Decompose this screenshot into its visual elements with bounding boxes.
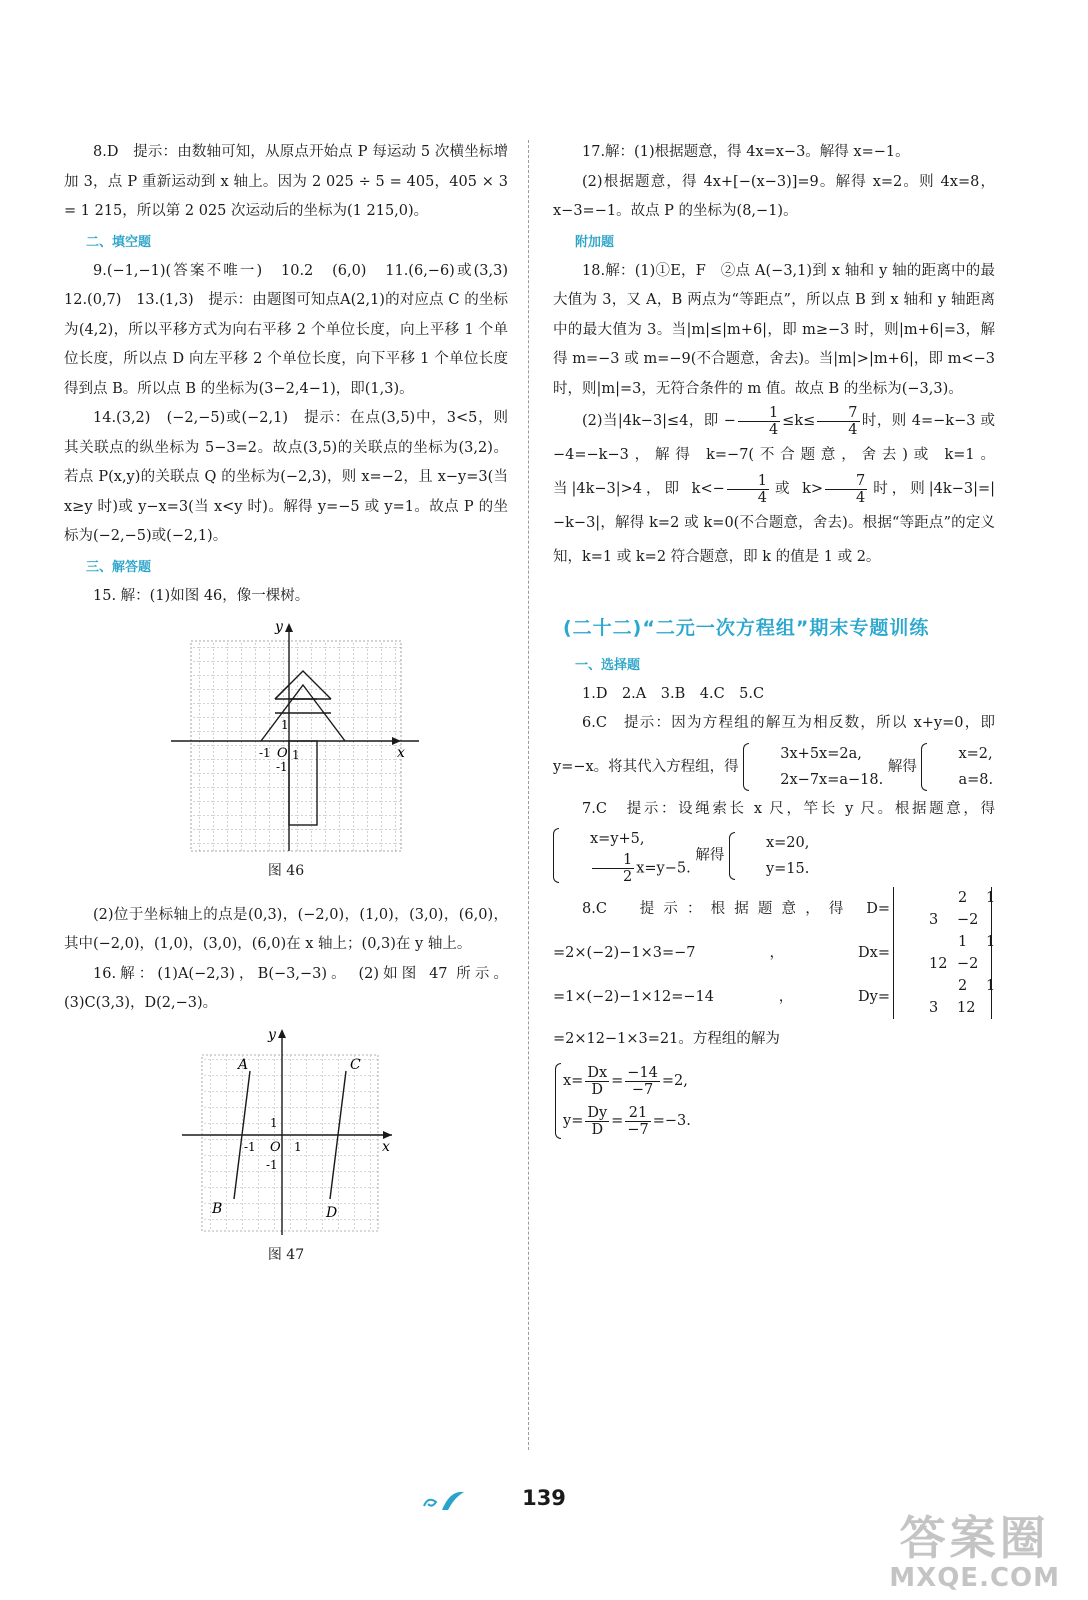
tick-neg-one-x: -1 bbox=[259, 746, 271, 760]
equation-system: x=y+5, $\frac{1}{2}$ x=y−5. bbox=[553, 826, 691, 885]
y-axis-label: y bbox=[275, 619, 283, 635]
origin-label: O bbox=[277, 746, 288, 761]
origin-label-47: O bbox=[270, 1139, 281, 1155]
text: 时，则 4=−k−3 或 −4=−k−3，解得 k=−7(不合题意，舍去)或 k=1。当|4k−3|>4，即 k<− bbox=[553, 413, 995, 497]
answer-17-part1: 17.解：(1)根据题意，得 4x=x−3。解得 x=−1。 bbox=[582, 144, 910, 160]
point-d-label: D bbox=[326, 1204, 338, 1221]
section-choice: 一、选择题 bbox=[575, 657, 641, 673]
text: =2×(−2)−1×3=−7，Dx= bbox=[553, 945, 890, 961]
x-axis-label: x bbox=[397, 745, 405, 761]
section-solve: 三、解答题 bbox=[86, 559, 152, 575]
text: 或 k> bbox=[770, 481, 824, 497]
text: =2×12−1×3=21。方程组的解为 bbox=[553, 1031, 780, 1047]
text: 时，则|4k−3|=|−k−3|，解得 k=2 或 k=0(不合题意，舍去)。根据“等距点”的定义知，k=1 或 k=2 符合题意，即 k 的值是 1 或 2。 bbox=[553, 481, 995, 565]
tick-neg-one-y: -1 bbox=[276, 760, 288, 774]
watermark-url: MXQE.COM bbox=[889, 1563, 1060, 1593]
answer-8-determinant bbox=[553, 887, 995, 1059]
tick-neg-one-y-47: -1 bbox=[266, 1157, 278, 1172]
equation-system: 3x+5x=2a, 2x−7x=a−18. bbox=[743, 741, 883, 793]
tick-neg-one-x-47: -1 bbox=[244, 1139, 256, 1154]
tick-one-x-47: 1 bbox=[294, 1139, 302, 1154]
page-number: 139 bbox=[522, 1486, 566, 1510]
answer-7 bbox=[553, 795, 995, 888]
answer-16: 16.解：(1)A(−2,3)，B(−3,−3)。 (2)如图 47 所示。 (3)C(3,3)，D(2,−3)。 bbox=[64, 965, 508, 1011]
figure-46 bbox=[64, 619, 508, 851]
answer-18-part1: 18.解：(1)①E，F ②点 A(−3,1)到 x 轴和 y 轴的距离中的最大值为 3，又 A，B 两点为“等距点”，所以点 B 到 x 轴和 y 轴距离中的最大值为 3。当|m|≤|m+6|，即 m≥−3 时，则|m+6|=3，解得 m=−3 或 m=−9(不合题意，舍去)。当|m|>|m+6|，即 m<−3 时，则|m|=3，无符合条件的 m 值。故点 B 的坐标为(−3,3)。 bbox=[553, 262, 995, 397]
text: (2)当|4k−3|≤4，即 − bbox=[582, 413, 736, 429]
fraction: $\frac{1}{4}$ bbox=[738, 405, 780, 438]
figure-47-caption: 图 47 bbox=[267, 1246, 305, 1263]
tick-one-x: 1 bbox=[292, 748, 300, 762]
answer-17-part2: (2)根据题意，得 4x+[−(x−3)]=9。解得 x=2。则 4x=8，x−3=−1。故点 P 的坐标为(8,−1)。 bbox=[553, 173, 995, 219]
point-b-label: B bbox=[212, 1200, 223, 1217]
solution-system: x=2, a=8. bbox=[921, 741, 993, 793]
text: 解得 bbox=[695, 847, 725, 864]
determinant-dy: 2 1 3 12 bbox=[893, 975, 992, 1019]
watermark-title: 答案圈 bbox=[899, 1511, 1050, 1565]
figure-46-caption: 图 46 bbox=[267, 863, 305, 879]
tick-one-y-47: 1 bbox=[270, 1115, 278, 1130]
text: 8.C 提示：根据题意，得 D= bbox=[582, 901, 890, 917]
point-c-label: C bbox=[350, 1056, 361, 1073]
section-fill-blank: 二、填空题 bbox=[86, 234, 152, 250]
point-a-label: A bbox=[238, 1056, 249, 1073]
fraction: $\frac{7}{4}$ bbox=[817, 405, 859, 438]
text: =1×(−2)−1×12=−14，Dy= bbox=[553, 989, 890, 1005]
solution-system: x=20, y=15. bbox=[729, 830, 809, 882]
fraction: $\frac{1}{4}$ bbox=[727, 473, 769, 506]
text: 7.C 提示：设绳索长 x 尺，竿长 y 尺。根据题意，得 bbox=[582, 800, 995, 817]
figure-46-graph bbox=[171, 619, 405, 851]
answer-15: 15. 解：(1)如图 46，像一棵树。 bbox=[93, 587, 310, 604]
figure-47-graph bbox=[178, 1027, 394, 1235]
answer-14: 14.(3,2) (−2,−5)或(−2,1) 提示：在点(3,5)中，3<5，则其关联点的纵坐标为 5−3=2。故点(3,5)的关联点的坐标为(3,2)。若点 P(x,y)的关联点 Q 的坐标为(−2,3)，则 x=−2，且 x−y=3(当 x≥y 时)或 y−x=3(当 x<y 时)。解得 y=−5 或 y=1。故点 P 的坐标为(−2,−5)或(−2,1)。 bbox=[64, 410, 508, 544]
text: ≤k≤ bbox=[782, 413, 816, 429]
tick-one-y: 1 bbox=[281, 718, 289, 732]
text: 解得 bbox=[887, 758, 917, 775]
answers-1-5: 1.D 2.A 3.B 4.C 5.C bbox=[582, 685, 765, 702]
section-extra: 附加题 bbox=[575, 234, 615, 250]
text: 6.C 提示：因为方程组的解互为相反数，所以 x+y=0，即 y=−x。将其代入方程组，得 bbox=[553, 715, 995, 775]
right-column bbox=[553, 138, 995, 1143]
y-axis-label-47: y bbox=[268, 1026, 276, 1043]
figure-47 bbox=[64, 1027, 508, 1235]
left-column bbox=[64, 138, 523, 1284]
answer-6 bbox=[553, 709, 995, 795]
determinant-d: 2 1 3 −2 bbox=[893, 887, 992, 931]
watermark bbox=[889, 1512, 1060, 1592]
determinant-dx: 1 1 12 −2 bbox=[893, 931, 992, 975]
answer-9-13: 9.(−1,−1)(答案不唯一) 10.2 (6,0) 11.(6,−6)或(3,3) 12.(0,7) 13.(1,3) 提示：由题图可知点A(2,1)的对应点 C 的坐标为(4,2)，所以平移方式为向右平移 2 个单位长度，向上平移 1 个单位长度，所以点 D 向左平移 2 个单位长度，向下平移 1 个单位长度得到点 B。所以点 B 的坐标为(3−2,4−1)，即(1,3)。 bbox=[64, 262, 523, 397]
column-divider bbox=[528, 140, 529, 1450]
answer-8: 8.D 提示：由数轴可知，从原点开始点 P 每运动 5 次横坐标增加 3，点 P 重新运动到 x 轴上。因为 2 025 ÷ 5 = 405，405 × 3 = 1 215，所以第 2 025 次运动后的坐标为(1 215,0)。 bbox=[64, 144, 508, 219]
x-axis-label-47: x bbox=[382, 1138, 390, 1155]
final-solution: x= $\frac{Dx}{D}$ = $\frac{-14}{-7}$ =2, y= $\frac{Dy}{D}$ = $\frac{21}{-7}$ =−3. bbox=[555, 1061, 691, 1141]
answer-18-part2 bbox=[553, 404, 995, 574]
fraction: $\frac{7}{4}$ bbox=[825, 473, 867, 506]
chapter-title: (二十二)“二元一次方程组”期末专题训练 bbox=[563, 617, 930, 639]
answer-15-part2: (2)位于坐标轴上的点是(0,3)，(−2,0)，(1,0)，(3,0)，(6,0)，其中(−2,0)，(1,0)，(3,0)，(6,0)在 x 轴上；(0,3)在 y 轴上。 bbox=[64, 906, 508, 952]
